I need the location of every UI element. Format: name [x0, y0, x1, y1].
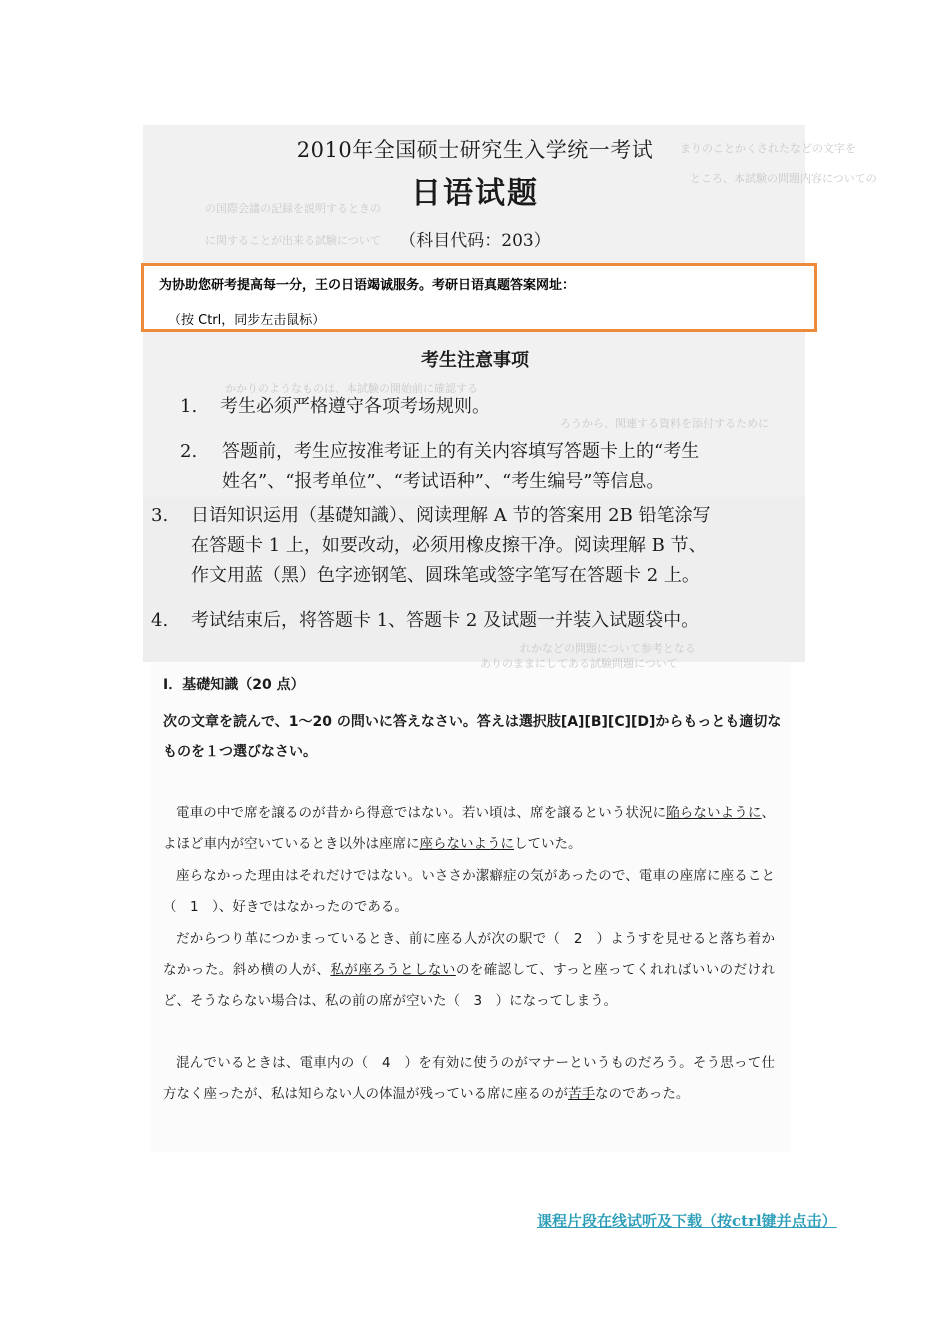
section-instruction: 次の文章を読んで、1～20 の問いに答えなさい。答えは選択肢[A][B][C][D]からもっとも適切なものを１つ選びなさい。: [163, 714, 782, 760]
passage-text: なのであった。: [595, 1086, 690, 1102]
rule-text: 日语知识运用（基礎知識）、阅读理解 A 节的答案用 2B 铅笔涂写: [191, 505, 711, 526]
passage-text: 電車の中で席を譲るのが昔から得意ではない。若い頃は、席を譲るという状況に: [176, 805, 667, 821]
underlined-phrase: 苦手: [568, 1086, 595, 1102]
rule-text: 考试结束后，将答题卡 1、答题卡 2 及试题一并装入试题袋中。: [191, 610, 700, 631]
passage-paragraph-3: [163, 924, 775, 1017]
passage-text: のを確認して、すっと座ってくれればいいのだけれど、そうならない場合は、私の前の席が空いた（ 3 ）になってしまう。: [163, 962, 776, 1009]
underlined-phrase: 座らないように: [419, 836, 514, 852]
scan-ghost-text: ありのままにしてある試験問題について: [480, 657, 678, 670]
passage-paragraph-2: 座らなかった理由はそれだけではない。いささか潔癖症の気があったので、電車の座席に座ること（ 1 ）、好きではなかったのである。: [163, 868, 775, 915]
rule-text: 答题前，考生应按准考证上的有关内容填写答题卡上的“考生: [222, 441, 700, 462]
rule-text: 在答题卡 1 上，如要改动，必须用橡皮擦干净。阅读理解 B 节、: [191, 535, 707, 556]
scan-ghost-text: かかりのようなものは、本試験の開始前に確認する: [225, 382, 478, 395]
passage-paragraph-4: [163, 1048, 775, 1110]
passage-text: だからつり革につかまっているとき、前に座る人が次の駅で（ 2 ）ようすを見せると落ち着かなかった。斜め横の人が、: [163, 931, 775, 978]
rule-number: 4.: [151, 610, 169, 631]
scan-ghost-text: れかなどの問題について参考となる: [520, 642, 696, 655]
course-preview-link[interactable]: 课程片段在线试听及下载（按ctrl键并点击）: [537, 1212, 837, 1230]
scan-ghost-text: に関することが出来る試験について: [205, 234, 381, 247]
underlined-phrase: 陥らないように: [666, 805, 762, 821]
subject-title: 日语试题: [411, 176, 539, 211]
rule-text: 作文用蓝（黑）色字迹钢笔、圆珠笔或签字笔写在答题卡 2 上。: [191, 565, 700, 586]
promo-banner[interactable]: [141, 263, 817, 332]
promo-line-2: （按 Ctrl，同步左击鼠标）: [168, 313, 326, 328]
passage-text: していた。: [514, 836, 582, 852]
passage-text: 、よほど車内が空いているとき以外は座席に: [163, 805, 776, 852]
rule-number: 1.: [180, 396, 198, 417]
scan-ghost-text: まりのことかくされたなどの文字を: [680, 142, 856, 155]
section-heading: Ⅰ．基礎知識（20 点）: [163, 677, 305, 693]
scan-ghost-text: の国際会議の記録を説明するときの: [205, 202, 381, 215]
underlined-phrase: 私が座ろうとしない: [330, 962, 456, 978]
promo-line-1: 为协助您研考提高每一分，王の日语竭诚服务。考研日语真题答案网址：: [159, 278, 576, 293]
exam-title: 2010年全国硕士研究生入学统一考试: [296, 138, 654, 162]
passage-text: 混んでいるときは、電車内の（ 4 ）を有効に使うのがマナーというものだろう。そう思って仕方なく座ったが、私は知らない人の体温が残っている席に座るのが: [163, 1055, 775, 1102]
rule-number: 2.: [180, 441, 198, 462]
subject-code: （科目代码：203）: [399, 231, 551, 251]
scan-ghost-text: ろうから、関連する資料を添付するために: [560, 417, 769, 430]
notice-title: 考生注意事项: [421, 350, 529, 371]
scan-ghost-text: ところ、本試験の問題内容についての: [690, 172, 877, 185]
passage-paragraph-1: [163, 798, 775, 860]
rule-number: 3.: [151, 505, 169, 526]
rule-text: 考生必须严格遵守各项考场规则。: [220, 396, 490, 417]
rule-text: 姓名”、“报考单位”、“考试语种”、“考生编号”等信息。: [222, 471, 665, 492]
